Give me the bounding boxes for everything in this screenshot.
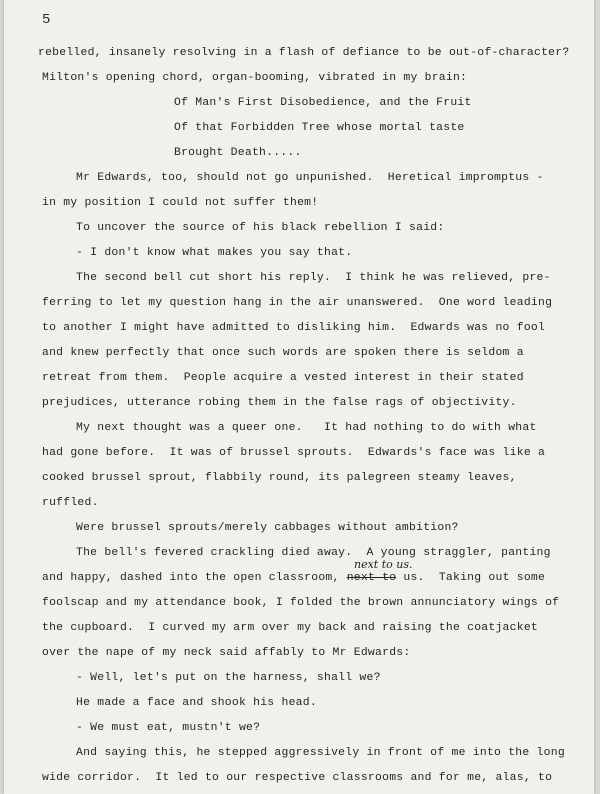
text-line: He made a face and shook his head. [76,697,317,709]
text-line: retreat from them. People acquire a vested interest in their stated [42,372,524,384]
text-line: To uncover the source of his black rebellion I said: [76,222,445,234]
text-line: Mr Edwards, too, should not go unpunished. Heretical impromptus - [76,172,544,184]
text-line: rebelled, insanely resolving in a flash of defiance to be out-of-character? [38,47,570,59]
text-line: prejudices, utterance robing them in the false rags of objectivity. [42,397,517,409]
text-line: ruffled. [42,497,99,509]
text-line: wide corridor. It led to our respective classrooms and for me, alas, to [42,772,553,784]
text-line: the cupboard. I curved my arm over my back and raising the coatjacket [42,622,538,634]
text-line: Were brussel sprouts/merely cabbages without ambition? [76,522,459,534]
handwritten-insertion: next to us. [354,558,413,571]
text-line: and knew perfectly that once such words are spoken there is seldom a [42,347,524,359]
page-number: 5 [42,12,51,28]
verse-line: Brought Death..... [174,147,302,159]
text-line: The bell's fevered crackling died away. A young straggler, panting [76,547,551,559]
text-segment: and happy, dashed into the open classroom, [42,572,340,584]
text-line: in my position I could not suffer them! [42,197,319,209]
struck-text: next to [346,572,397,584]
text-line: cooked brussel sprout, flabbily round, its palegreen steamy leaves, [42,472,517,484]
text-segment: us. Taking out some [403,572,546,584]
text-line: ferring to let my question hang in the air unanswered. One word leading [42,297,553,309]
text-line: And saying this, he stepped aggressively in front of me into the long [76,747,565,759]
dialogue-line: - I don't know what makes you say that. [76,247,353,259]
text-line: My next thought was a queer one. It had nothing to do with what [76,422,537,434]
text-line-with-correction [42,572,545,584]
dialogue-line: - We must eat, mustn't we? [76,722,261,734]
text-line: had gone before. It was of brussel sprouts. Edwards's face was like a [42,447,546,459]
verse-line: Of Man's First Disobedience, and the Fruit [174,97,472,109]
text-line: to another I might have admitted to disliking him. Edwards was no fool [42,322,546,334]
text-line: The second bell cut short his reply. I think he was relieved, pre- [76,272,551,284]
typewritten-page [4,0,594,794]
text-line: foolscap and my attendance book, I folded the brown annunciatory wings of [42,597,560,609]
verse-line: Of that Forbidden Tree whose mortal taste [174,122,465,134]
dialogue-line: - Well, let's put on the harness, shall we? [76,672,381,684]
text-line: Milton's opening chord, organ-booming, vibrated in my brain: [42,72,468,84]
text-line: over the nape of my neck said affably to Mr Edwards: [42,647,411,659]
